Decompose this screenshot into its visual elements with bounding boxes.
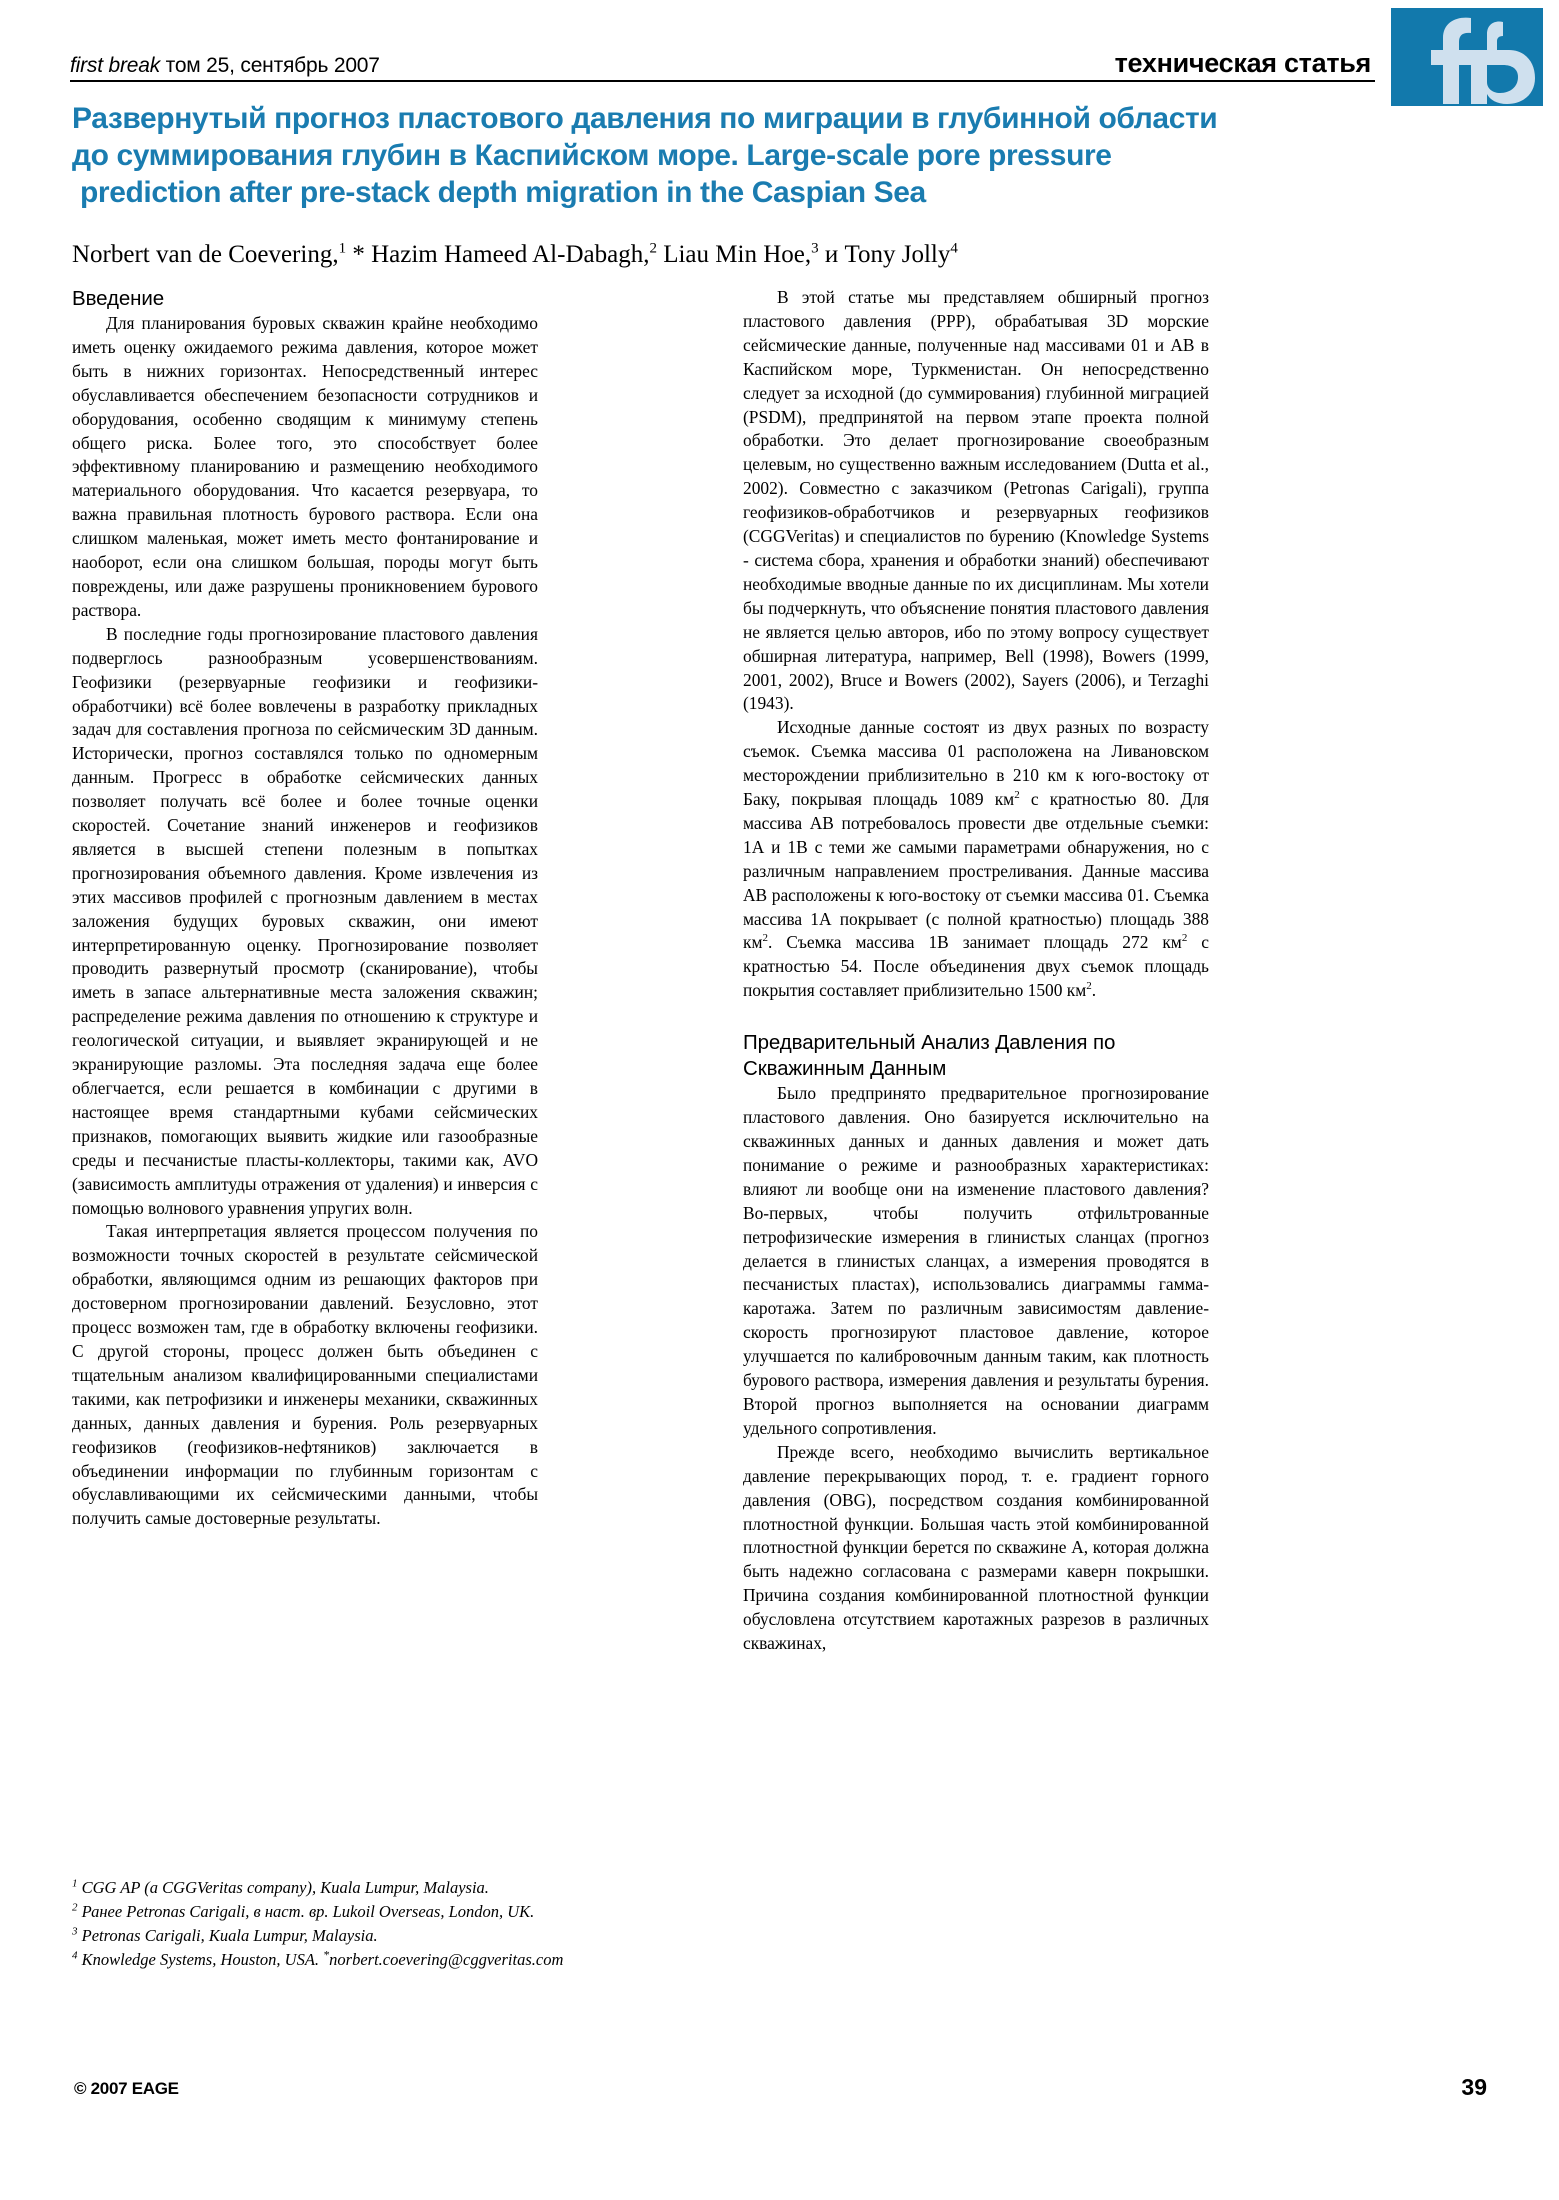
superscript-2: 2 [762, 932, 768, 945]
superscript-2: 2 [1181, 932, 1188, 945]
first-break-logo [1391, 8, 1543, 106]
author-3-affil-marker: 3 [811, 240, 819, 257]
author-1-name: Norbert van de Coevering, [72, 241, 339, 268]
footnote-marker: 3 [72, 1925, 78, 1938]
footnote-1 [72, 1876, 772, 1900]
text-run: с кратностью 54. После объединения двух съемок площадь покрытия составляет приблизительно 1500 км [743, 932, 1209, 1001]
footnote-text: Knowledge Systems, Houston, USA. [77, 1950, 324, 1969]
title-line-2: до суммирования глубин в Каспийском море. Large-scale pore pressure [72, 139, 1112, 172]
corresponding-author-star: * [323, 1947, 330, 1962]
fb-monogram-icon [1391, 8, 1543, 106]
author-1-affil-marker: 1 [338, 240, 347, 257]
paragraph: Для планирования буровых скважин крайне необходимо иметь оценку ожидаемого режима давления, которое может быть в нижних горизонтах. Непосредственный интерес обуславливается обеспечением безопасности сотрудников и оборудования, особенно сводящим к минимуму степень общего риска. Более того, это способствует более эффективному планированию и размещению необходимого материального оборудования. Что касается резервуара, то важна правильная плотность бурового раствора. Если она слишком маленькая, может иметь место фонтанирование и наоборот, если она слишком большая, породы могут быть повреждены, или даже разрушены проникновением бурового раствора. [72, 313, 538, 620]
title-line-1: Развернутый прогноз пластового давления по миграции в глубинной области [72, 102, 1218, 135]
section-heading-preliminary-analysis-line1: Предварительный Анализ Давления по [743, 1031, 1116, 1055]
article-title [72, 100, 1252, 211]
body-column-right [743, 286, 1209, 1656]
text-run: Исходные данные состоят из двух разных по возрасту съемок. Съемка массива 01 расположена на Ливановском месторождении приблизительно в 210 км к юго-востоку от Баку, покрывая площадь 1089 км [743, 717, 1209, 810]
paragraph: Такая интерпретация является процессом получения по возможности точных скоростей в результате сейсмической обработки, являющимся одним из решающих факторов при достоверном прогнозировании давлений. Безусловно, этот процесс возможен там, где в обработку включены геофизики. С другой стороны, процесс должен быть объединен с тщательным анализом квалифицированными специалистами такими, как петрофизики и инженеры механики, скважинных данных, данных давления и бурения. Роль резервуарных геофизиков (геофизиков-нефтяников) заключается в объединении информации по глубинным горизонтам с обуславливающими их сейсмическими данными, чтобы получить самые достоверные результаты. [72, 1221, 538, 1529]
paragraph: Было предпринято предварительное прогнозирование пластового давления. Оно базируется исключительно на скважинных данных и данных давления и может дать понимание о режиме и разнообразных характеристиках: влияют ли вообще они на изменение пластового давления? Во-первых, чтобы получить отфильтрованные петрофизические измерения в глинистых сланцах (прогноз делается в глинистых сланцах, а измерения проводятся в песчанистых пластах), использовались диаграммы гамма-каротажа. Затем по различным зависимостям давление-скорость прогнозируют пластовое давление, которое улучшается по калибровочным данным таким, как плотность бурового раствора, измерения давления и результаты бурения. Второй прогноз выполняется на основании диаграмм удельного сопротивления. [743, 1083, 1209, 1438]
page-number: 39 [1461, 2074, 1487, 2100]
author-4-affil-marker: 4 [950, 240, 958, 257]
author-2-name: Hazim Hameed Al-Dabagh, [371, 241, 650, 268]
author-3-name: Liau Min Hoe, [656, 241, 812, 268]
footnote-block [72, 1876, 772, 1972]
issue-info: том 25, сентябрь 2007 [160, 54, 380, 77]
section-label: техническая статья [1114, 48, 1371, 78]
section-heading-preliminary-analysis-line2: Скважинным Данным [743, 1057, 947, 1081]
footnote-3 [72, 1924, 772, 1948]
footnote-text: Ранее Petronas Carigali, в наст. вр. Lukoil Overseas, London, UK. [77, 1902, 535, 1921]
section-heading-introduction: Введение [72, 287, 165, 310]
corresponding-star: * [346, 241, 372, 268]
title-line-3: prediction after pre-stack depth migration in the Caspian Sea [80, 176, 926, 209]
footnote-text: CGG AP (a CGGVeritas company), Kuala Lumpur, Malaysia. [77, 1878, 489, 1897]
text-run: . Съемка массива 1В занимает площадь 272 км [767, 932, 1182, 953]
superscript-2: 2 [1086, 980, 1092, 993]
author-list [72, 240, 1272, 270]
text-run: с кратностью 80. Для массива АВ потребовалось провести две отдельные съемки: 1А и 1В с теми же самыми параметрами обнаружения, но с различным направлением простреливания. Данные массива АВ расположены к юго-востоку от съемки массива 01. Съемка массива 1А покрывает (с полной кратностью) площадь 388 км [743, 789, 1210, 953]
running-head [70, 46, 1375, 82]
author-4-name: Tony Jolly [844, 241, 951, 268]
footnote-marker: 4 [72, 1949, 78, 1962]
body-column-left [72, 286, 538, 1531]
footnote-marker: 2 [72, 1901, 78, 1914]
paragraph: В последние годы прогнозирование пластового давления подверглось разнообразным усовершенствованиям. Геофизики (резервуарные геофизики и геофизики-обработчики) всё более вовлечены в разработку прикладных задач для составления прогноза по сейсмическим 3D данным. Исторически, прогноз составлялся только по одномерным данным. Прогресс в обработке сейсмических данных позволяет получать всё более и более точные оценки скоростей. Сочетание знаний инженеров и геофизиков является в высшей степени полезным в попытках прогнозирования объемного давления. Кроме извлечения из этих массивов профилей с прогнозным давлением в местах заложения будущих буровых скважин, они имеют интерпретированную оценку. Прогнозирование позволяет проводить развернутый просмотр (сканирование), чтобы иметь в запасе альтернативные места заложения скважин; распределение режима давления по отношению к структуре и геологической ситуации, и выявляет экранирующей и не экранирующие разломы. Эта последняя задача еще более облегчается, если решается в комбинации с другими в настоящее время стандартными кубами сейсмических признаков, помогающих выявить жидкие или газообразные среды и песчанистые пласты-коллекторы, такими как, AVO (зависимость амплитуды отражения от удаления) и инверсия с помощью волнового уравнения упругих волн. [72, 623, 538, 1218]
author-conjunction: и [818, 241, 845, 268]
contact-email: norbert.coevering@cggveritas.com [329, 1950, 564, 1969]
footnote-2 [72, 1900, 772, 1924]
footnote-text: Petronas Carigali, Kuala Lumpur, Malaysia. [77, 1926, 378, 1945]
footnote-4 [72, 1948, 772, 1972]
author-2-affil-marker: 2 [649, 240, 657, 257]
superscript-2: 2 [1014, 789, 1020, 802]
paragraph: Прежде всего, необходимо вычислить вертикальное давление перекрывающих пород, т. е. градиент горного давления (ОВG), посредством создания комбинированной плотностной функции. Большая часть этой комбинированной плотностной функции берется по скважине А, которая должна быть надежно согласована с размерами каверн покрышки. Причина создания комбинированной плотностной функции обусловлена отсутствием каротажных разрезов в различных скважинах, [743, 1441, 1209, 1654]
paragraph: В этой статье мы представляем обширный прогноз пластового давления (РРР), обрабатывая 3D морские сейсмические данные, полученные над массивами 01 и АВ в Каспийском море, Туркменистан. Он непосредственно следует за исходной (до суммирования) глубинной миграцией (PSDM), предпринятой на первом этапе проекта полной обработки. Это делает прогнозирование своеобразным целевым, но существенно важным исследованием (Dutta et al., 2002). Совместно с заказчиком (Petronas Carigali), группа геофизиков-обработчиков и резервуарных геофизиков (CGGVeritas) и специалистов по бурению (Knowledge Systems - система сбора, хранения и обработки знаний) обеспечивают необходимые вводные данные по их дисциплинам. Мы хотели бы подчеркнуть, что объяснение понятия пластового давления не является целью авторов, ибо по этому вопросу существует обширная литература, например, Bell (1998), Bowers (1999, 2001, 2002), Bruce и Bowers (2002), Sayers (2006), и Terzaghi (1943). [743, 287, 1209, 714]
footnote-marker: 1 [72, 1877, 78, 1890]
copyright-notice: © 2007 EAGE [74, 2079, 179, 2098]
paragraph-with-superscripts [743, 716, 1209, 1003]
journal-name: first break [70, 54, 160, 77]
text-run: . [1091, 980, 1097, 1001]
running-head-left [70, 54, 380, 78]
